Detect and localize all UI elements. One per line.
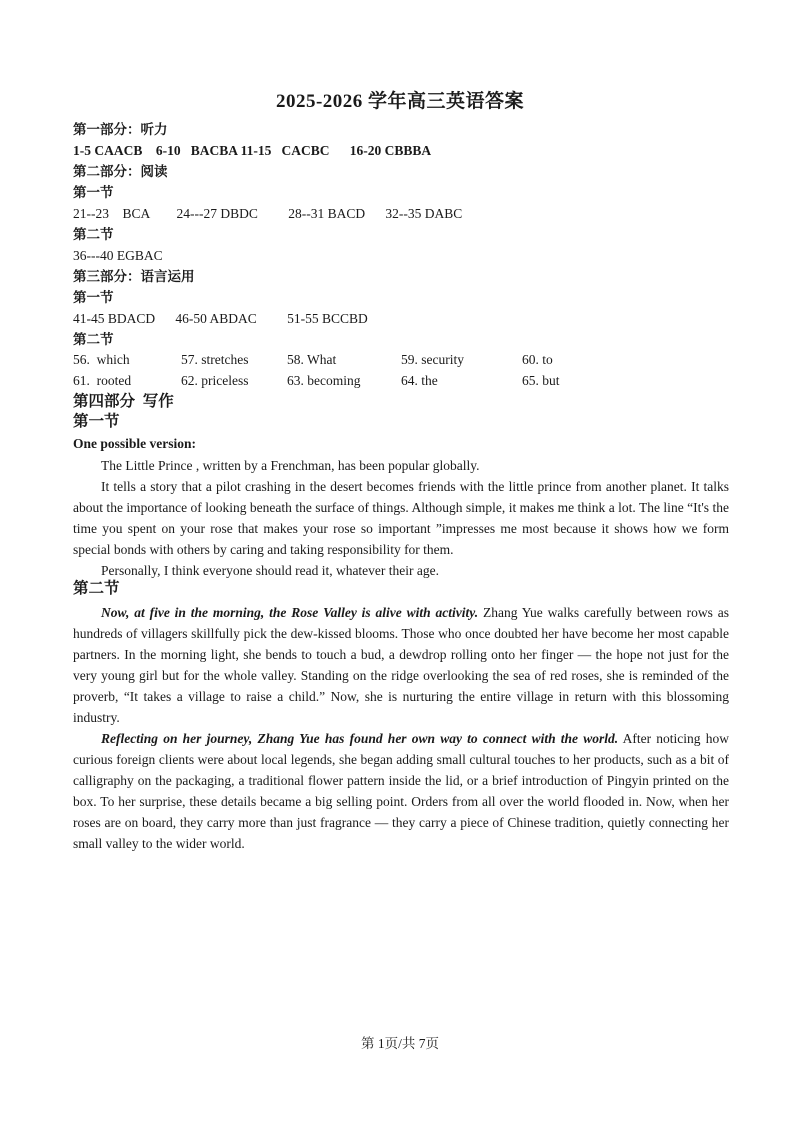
page-footer: 第 1页/共 7页 — [360, 1036, 439, 1051]
part4-heading: 第四部分 写作 — [73, 393, 174, 410]
part2-section2-answers: 36---40 EGBAC — [73, 248, 163, 263]
part3-heading: 第三部分：语言运用 — [73, 269, 195, 284]
part2-heading: 第二部分：阅读 — [73, 164, 168, 179]
paragraph-body: After noticing how curious foreign clients were about local legends, she began adding small cultural touches to her products, such as a bit of calligraphy on the packaging, a traditional flower pattern inside the lid, or a brief introduction of Pingyin printed on the box. To her surprise, these details became a big selling point. Orders from all over the world flooded in. Now, when her roses are on board, they carry more than just fragrance — they carry a piece of Chinese tradition, quietly connecting her small valley to the wider world. — [73, 731, 729, 851]
paragraph-lead-sentence: Reflecting on her journey, Zhang Yue has found her own way to connect with the world. — [101, 731, 619, 746]
writing1-paragraph: The Little Prince , written by a Frenchman, has been popular globally. — [101, 458, 480, 473]
fill-answer: 64. the — [401, 373, 438, 388]
paragraph-lead-sentence: Now, at five in the morning, the Rose Valley is alive with activity. — [101, 605, 479, 620]
part2-section1-heading: 第一节 — [73, 185, 114, 200]
fill-answer: 57. stretches — [181, 352, 249, 367]
writing2-paragraph — [73, 602, 729, 728]
fill-answer: 56. which — [73, 352, 130, 367]
version-label: One possible version: — [73, 436, 197, 451]
part1-heading: 第一部分：听力 — [73, 122, 168, 137]
writing2-paragraph — [73, 728, 729, 854]
fill-answer: 63. becoming — [287, 373, 361, 388]
fill-answer: 62. priceless — [181, 373, 249, 388]
writing1-paragraph: It tells a story that a pilot crashing in the desert becomes friends with the little prince from another planet. It talks about the importance of looking beneath the surface of things. Although simple, it makes me think a lot. The line “It's the time you spent on your rose that makes your rose so important ”impresses me most because it shows how we form special bonds with others by caring and taking responsibility for them. — [73, 479, 729, 557]
fill-answer: 65. but — [522, 373, 560, 388]
fill-answer: 59. security — [401, 352, 464, 367]
part2-section1-answers: 21--23 BCA 24---27 DBDC 28--31 BACD 32--35 DABC — [73, 206, 463, 221]
writing1-paragraph: Personally, I think everyone should read it, whatever their age. — [101, 563, 440, 578]
fill-answer: 58. What — [287, 352, 337, 367]
part4-section2-heading: 第二节 — [73, 580, 120, 597]
fill-answer: 61. rooted — [73, 373, 132, 388]
part3-section1-answers: 41-45 BDACD 46-50 ABDAC 51-55 BCCBD — [73, 311, 368, 326]
fill-answer: 60. to — [522, 352, 553, 367]
part3-section2-heading: 第二节 — [73, 332, 114, 347]
part2-section2-heading: 第二节 — [73, 227, 114, 242]
page-title: 2025-2026 学年高三英语答案 — [275, 91, 525, 112]
paragraph-body: Zhang Yue walks carefully between rows as hundreds of villagers skillfully pick the dew-kissed blooms. Those who once doubted her have become her most capable partners. In the morning light, she bends to touch a bud, a dewdrop rolling onto her finger — the hope not just for the very young girl but for the whole valley. Standing on the ridge overlooking the sea of red roses, she is reminded of the proverb, “It takes a village to raise a child.” Now, she is nurturing the entire village in return with this blossoming industry. — [73, 605, 729, 725]
part1-answers: 1-5 CAACB 6-10 BACBA 11-15 CACBC 16-20 CBBBA — [73, 143, 432, 158]
part4-section1-heading: 第一节 — [73, 413, 120, 430]
part3-section1-heading: 第一节 — [73, 290, 114, 305]
